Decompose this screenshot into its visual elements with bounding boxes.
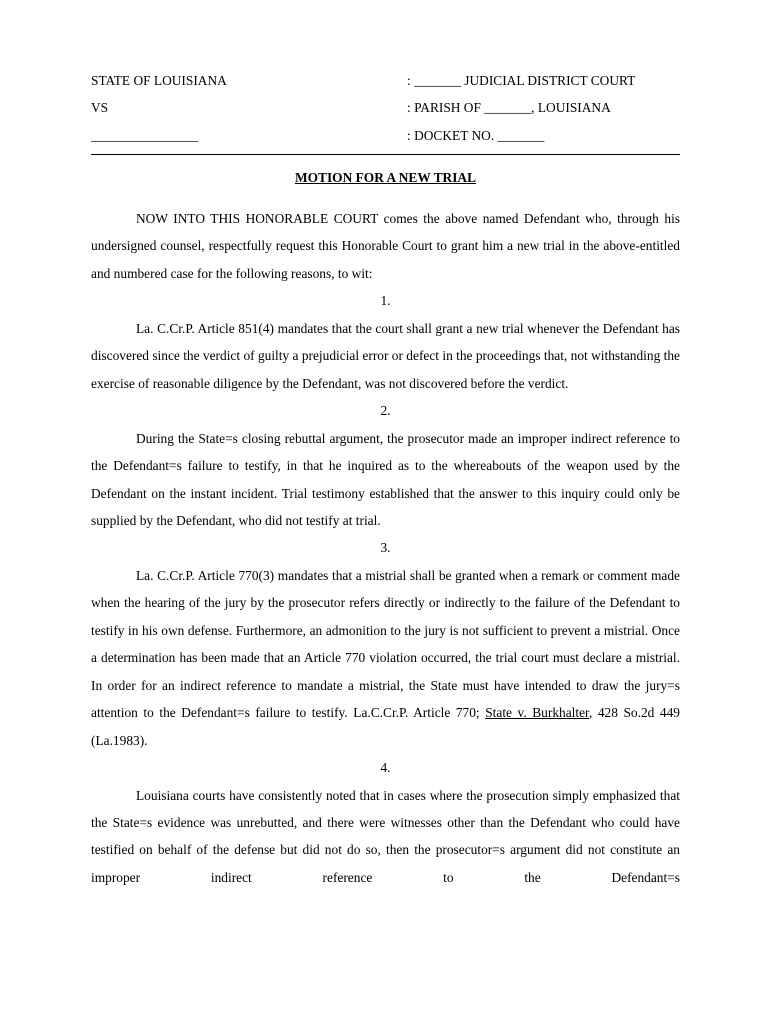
- section-number-4: 4.: [380, 760, 391, 776]
- caption-left-1: VS: [91, 100, 109, 115]
- intro-paragraph: NOW INTO THIS HONORABLE COURT comes the above named Defendant who, through his undersigned counsel, respectfully request this Honorable Court to grant him a new trial in the above-entitled and numbered case for the following reasons, to wit:: [91, 211, 680, 281]
- section-paragraph-2: During the State=s closing rebuttal argument, the prosecutor made an improper indirect reference to the Defendant=s failure to testify, in that he inquired as to the whereabouts of the weapon used by the Defendant on the instant incident. Trial testimony established that the answer to this inquiry could only be supplied by the Defendant, who did not testify at trial.: [91, 430, 680, 528]
- section-3-text-before: La. C.Cr.P. Article 770(3) mandates that a mistrial shall be granted when a remark or comment made when the hearing of the jury by the prosecutor refers directly or indirectly to the failure of the Defendant to testify in his own defense. Furthermore, an admonition to the jury is not sufficient to prevent a mistrial. Once a determination has been made that an Article 770 violation occurred, the trial court must declare a mistrial. In order for an indirect reference to mandate a mistrial, the State must have intended to draw the jury=s attention to the Defendant=s failure to testify. La.C.Cr.P. Article 770;: [91, 567, 680, 721]
- caption-right-2: : DOCKET NO. _______: [407, 128, 545, 143]
- caption-right-1: : PARISH OF _______, LOUISIANA: [407, 100, 611, 115]
- caption-rule: [91, 154, 680, 155]
- section-paragraph-1: La. C.Cr.P. Article 851(4) mandates that the court shall grant a new trial whenever the Defendant has discovered since the verdict of guilty a prejudicial error or defect in the proceedings that, not withstanding the exercise of reasonable diligence by the Defendant, was not discovered before the verdict.: [91, 320, 680, 391]
- document-body: [91, 205, 680, 891]
- section-number-3: 3.: [380, 540, 391, 556]
- section-paragraph-4: Louisiana courts have consistently noted that in cases where the prosecution simply emphasized that the State=s evidence was unrebutted, and there were witnesses other than the Defendant who could have testified on behalf of the defense but did not do so, then the prosecutor=s argument did not constitute an improper indirect reference to the Defendant=s: [91, 787, 680, 885]
- section-3-text-after: , 428 So.2d 449 (La.1983).: [91, 705, 680, 748]
- caption-left-2: ________________: [91, 128, 199, 143]
- section-number-2: 2.: [380, 403, 391, 419]
- case-citation: State v. Burkhalter: [485, 705, 589, 721]
- caption-right-0: : _______ JUDICIAL DISTRICT COURT: [407, 73, 636, 88]
- section-paragraph-3: [91, 562, 680, 754]
- caption-left-0: STATE OF LOUISIANA: [91, 73, 227, 88]
- document-title: MOTION FOR A NEW TRIAL: [294, 170, 477, 185]
- section-number-1: 1.: [380, 293, 391, 309]
